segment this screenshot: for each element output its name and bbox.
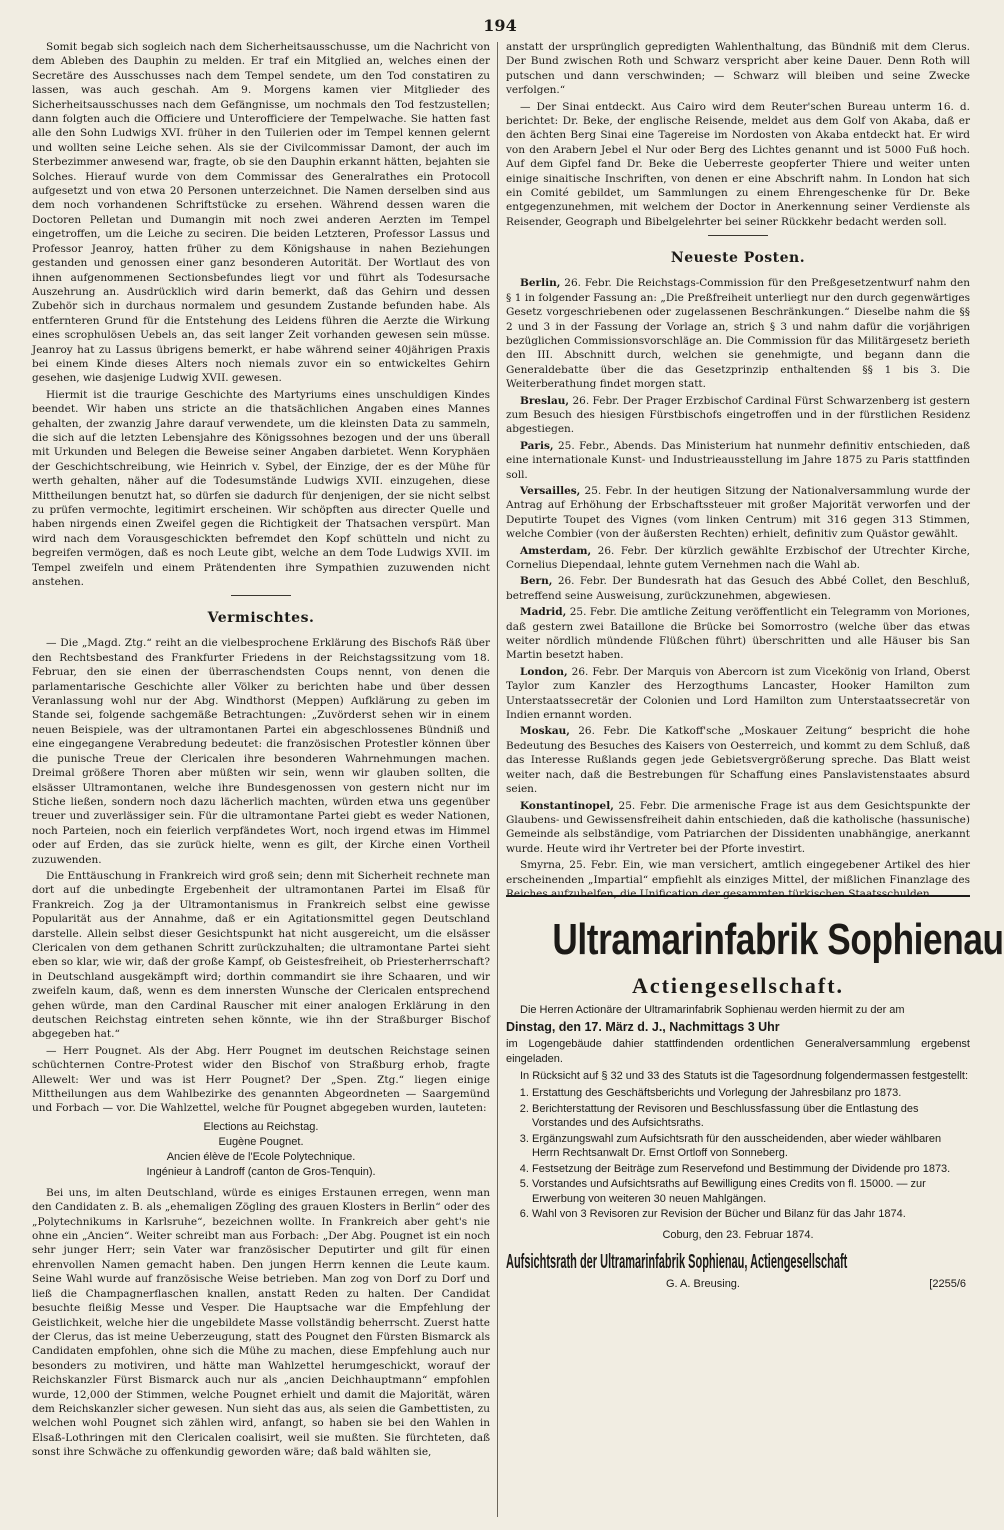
left-column: [32, 40, 490, 1520]
right-column: [506, 40, 971, 900]
ad-subtitle: Actiengesellschaft.: [631, 973, 845, 998]
ad-intro: Die Herren Actionäre der Ultramarinfabrik Sophienau werden hiermit zu der am: [520, 1004, 905, 1016]
news-place: Bern,: [520, 575, 553, 588]
section-rule: [231, 595, 291, 596]
advertisement: [506, 895, 1004, 1530]
article-paragraph: Somit begab sich sogleich nach dem Sicherheitsausschusse, um die Nachricht von dem Ableben des Dauphin zu melden. Er traf ein Mitglied an, welches einen der Secretäre des Ausschusses nach dem Tempel sendete, um den Tod constatiren zu lassen, was auch geschah. Am 9. Morgens kamen vier Mitglieder des Sicherheitsausschusses nach dem Gefängnisse, um nochmals den Tod festzustellen; dann folgten auch die Officiere und Unterofficiere der Tempelwache. Sie hatten fast alle den Sohn Ludwigs XVI. früher in den Tuilerien oder im Tempel kennen gelernt und wollten seine Leiche sehen. Als sie der Civilcommissar Damont, der auch im Sterbezimmer anwesend war, fragte, ob sie den Dauphin erkannt hätten, bejahten sie Solches. Hierauf wurde von dem Commissar des Generalrathes ein Protocoll aufgesetzt und von etwa 20 Personen unterzeichnet. Die Namen derselben sind aus dem noch vorhandenen Schriftstücke zu ersehen. Während dessen waren die Doctoren Pelletan und Dumangin mit noch zwei anderen Aerzten im Tempel eingetroffen, um die Leiche zu seciren. Die beiden Letzteren, Professor Lassus und Professor Jeanroy, hatten früher zu dem Königshause in nahen Beziehungen gestanden und genossen einer ganz besonderen Autorität. Der Wortlaut des von ihnen aufgenommenen Sectionsbefundes liegt vor und führt als Todesursache Auszehrung an. Ausdrücklich wird darin bemerkt, daß das Gehirn und dessen Zubehör sich in durchaus normalem und gesundem Zustande befunden habe. Als entfernteren Grund für die Entstehung des Leidens führen die Aerzte die Wirkung eines scrophulösen Uebels an, das seit langer Zeit vorhanden gewesen sein müsse. Jeanroy hat zu Lassus übrigens bemerkt, er habe während seiner 40jährigen Praxis bei einem Kinde dieses Alters noch niemals zuvor ein so entwickeltes Gehirn gesehen, wie dasjenige Ludwig XVII. gewesen.: [32, 41, 490, 385]
section-rule: [708, 235, 768, 236]
ad-signer: G. A. Breusing.: [666, 1277, 740, 1290]
news-place: London,: [520, 665, 568, 678]
ballot-line: Elections au Reichstag.: [203, 1120, 319, 1133]
agenda-item: 2. Berichterstattung der Revisoren und Beschlussfassung über die Entlastung des Vorstandes und des Aufsichtsraths.: [532, 1102, 970, 1131]
ad-date-line: Dinstag, den 17. März d. J., Nachmittags 3 Uhr: [506, 1020, 780, 1034]
ad-headline: Ultramarinfabrik Sophienau: [552, 915, 1004, 964]
news-item: Madrid, 25. Febr. Die amtliche Zeitung veröffentlicht ein Telegramm von Moriones, daß gestern zwei Bataillone die Brücke bei Somorrostro (welche über das etwas weiter nördlich mündende Flüßchen führt) überschritten und alle Häuser bis San Martin besetzt haben.: [506, 606, 971, 662]
ad-signature: [506, 1278, 970, 1290]
article-paragraph: Bei uns, im alten Deutschland, würde es einiges Erstaunen erregen, wenn man den Candidaten z. B. als „ehemaligen Zögling des grauen Klosters in Berlin“ oder des „Polytechnikums in Karlsruhe“, bezeichnen wollte. In Frankreich aber geht's nie ohne ein „Ancien“. Weiter schreibt man aus Forbach: „Der Abg. Pougnet ist ein noch sehr junger Herr; sein Vater war französischer Deputirter und gilt für einen ehrenvollen Namen gemacht haben. Den jungen Herrn kennen die Leute kaum. Seine Wahl wurde auf französische Weise betrieben. Man zog von Dorf zu Dorf und ließ die Champagnerflaschen knallen, anstatt Reden zu halten. Der Candidat besuchte fleißig Messe und Vesper. Die Hauptsache war die Empfehlung der Geistlichkeit, welche hier die ungebildete Masse vollständig beherrscht. Zuerst hatte der Clerus, das ist meine Ueberzeugung, statt des Pougnet den Fürsten Bismarck als Candidaten empfohlen, ohne sich die Mühe zu machen, diese Empfehlung auch nur besonders zu motiviren, und hätte man Wahlzettel herumgeschickt, worauf der Reichskanzler Fürst Bismarck auch nur als „ancien Deichhauptmann“ empfohlen wurde, 12,000 der Stimmen, welche Pougnet erhielt und damit die Majorität, wären dem Reichskanzler sicher gewesen. Nun sieht das aus, als seien die Gambettisten, zu welchen wohl Pougnet sich zählen wird, anfangt, so haben sie bei den Wahlen in Elsaß-Lothringen mit den Clericalen coalisirt, weil sie mußten. Sie fürchteten, daß sonst ihre Schwäche zu offenkundig geworden wäre; daß bald wählten sie,: [32, 1186, 490, 1459]
news-item: Bern, 26. Febr. Der Bundesrath hat das Gesuch des Abbé Collet, den Beschluß, betreffend seine Ausweisung, zurückzunehmen, abgewiesen.: [506, 575, 970, 602]
news-item: Amsterdam, 26. Febr. Der kürzlich gewählte Erzbischof der Utrechter Kirche, Cornelius Diependaal, lehnte gutem Vernehmen nach die Wahl ab.: [506, 544, 970, 571]
ballot-line: Eugène Pougnet.: [218, 1135, 304, 1148]
agenda-item: 6. Wahl von 3 Revisoren zur Revision der Bücher und Bilanz für das Jahr 1874.: [532, 1207, 970, 1222]
ballot-line: Ancien élève de l'Ecole Polytechnique.: [166, 1150, 356, 1163]
news-item: Berlin, 26. Febr. Die Reichstags-Commission für den Preßgesetzentwurf nahm den § 1 in folgender Fassung an: „Die Preßfreiheit unterliegt nur den durch gegenwärtiges Gesetz vorgeschriebenen oder zugelassenen Beschränkungen.“ Dieselbe nahm die §§ 2 und 3 in der Fassung der Vorlage an, strich § 3 und nahm dafür die vorjährigen bezüglichen Commissionsvorschläge an. Die Commission für das Militärgesetz berieth den III. Abschnitt durch, welchen sie genehmigte, und begann dann die Generaldebatte über die das Gesetzprinzip enthaltenden §§ 1 bis 3. Die Weiterberathung findet morgen statt.: [506, 277, 970, 391]
article-paragraph: — Der Sinai entdeckt. Aus Cairo wird dem Reuter'schen Bureau unterm 16. d. berichtet: Dr. Beke, der englische Reisende, meldet aus dem Golf von Akaba, daß er den ächten Berg Sinai eine Tagereise im Nordosten von Akaba entdeckt hat. Er wird von den Arabern Jebel el Nur oder Berg des Lichtes genannt und ist 5000 Fuß hoch. Auf dem Gipfel fand Dr. Beke die Ueberreste geopferter Thiere und weiter unten einige sinaitische Inschriften, von denen er eine Abschrift nahm. In London hat sich ein Comité gebildet, um Sammlungen zu einem Ehrengeschenke für Dr. Beke entgegenzunehmen, mit welchem der Doctor in Anerkennung seiner Verdienste als Reisender, Geograph und Bibelgelehrter bei seiner Rückkehr bedacht werden soll.: [506, 100, 970, 228]
ad-footer: Aufsichtsrath der Ultramarinfabrik Sophienau, Actiengesellschaft: [506, 1250, 848, 1273]
news-place: Madrid,: [520, 606, 567, 619]
page-number: 194: [483, 16, 517, 35]
news-item: Breslau, 26. Febr. Der Prager Erzbischof Cardinal Fürst Schwarzenberg ist gestern zum Besuch des hiesigen Fürstbischofs eingetroffen und in der fürstlichen Residenz abgestiegen.: [506, 394, 970, 436]
column-divider: [497, 42, 498, 1517]
news-place: Moskau,: [520, 725, 570, 738]
article-paragraph: anstatt der ursprünglich gepredigten Wahlenthaltung, das Bündniß mit dem Clerus. Der Bund zwischen Roth und Schwarz verspricht aber keine Dauer. Denn Roth will putschen und dann verschwinden; — Schwarz will bleiben und seine Zwecke verfolgen.“: [506, 41, 970, 97]
news-place: Amsterdam,: [520, 544, 592, 557]
ad-reference: [2255/6: [929, 1277, 966, 1290]
ad-agenda-list: [506, 1086, 970, 1222]
agenda-item: 5. Vorstandes und Aufsichtsraths auf Bewilligung eines Credits von fl. 15000. — zur Erwerbung von weiteren 30 neuen Mahlgängen.: [532, 1177, 970, 1206]
news-item: Moskau, 26. Febr. Die Katkoff'sche „Moskauer Zeitung“ bespricht die hohe Bedeutung des Besuches des Kaisers von Oesterreich, und kommt zu dem Schluß, daß das Interesse Rußlands gegen jede Gebietsvergrößerung spreche. Das Blatt weist weiter nach, daß die Bestrebungen für Schaffung eines Panslavistenstaates absurd seien.: [506, 725, 970, 796]
ad-agenda-intro: In Rücksicht auf § 32 und 33 des Statuts ist die Tagesordnung folgendermassen festgestellt:: [520, 1070, 969, 1082]
article-paragraph: Die Enttäuschung in Frankreich wird groß sein; denn mit Sicherheit rechnete man dort auf die unbedingte Ergebenheit der ultramontanen Partei im Elsaß für Frankreich. Zog ja der Ultramontanismus in Frankreich selbst eine gewisse Popularität aus der Annahme, daß er ein Agitationsmittel gegen Deutschland darstelle. Allein selbst dieser Gesichtspunkt hat nicht ausgereicht, um die elsässer Clericalen von dem gethanen Schritt zurückzuhalten; die ultramontane Partei sieht eben so klar, wie wir, daß der große Kampf, ob Geistesfreiheit, ob Priesterherrschaft? in Deutschland ausgekämpft wird; dorthin commandirt sie ihre Schaaren, und wir zweifeln kaum, daß, wenn es dem innersten Wunsche der Clericalen entsprechend gehen würde, man den Cardinal Rauscher mit einer analogen Erklärung in den deutschen Reichstag eintreten sehen könnte, wie ihn der Straßburger Bischof abgegeben hat.“: [32, 869, 490, 1041]
news-place: Breslau,: [520, 394, 570, 407]
news-item: Paris, 25. Febr., Abends. Das Ministerium hat nunmehr definitiv entschieden, daß eine internationale Kunst- und Industrieausstellung im Jahre 1875 zu Paris stattfinden soll.: [506, 439, 970, 481]
ad-place-date: Coburg, den 23. Februar 1874.: [662, 1228, 814, 1241]
article-paragraph: Hiermit ist die traurige Geschichte des Martyriums eines unschuldigen Kindes beendet. Wir haben uns stricte an die thatsächlichen Angaben eines Mannes gehalten, der zwanzig Jahre darauf verwendete, um die kleinsten Data zu sammeln, die sich auf die letzten Lebensjahre des Königssohnes bezogen und der uns überall mit Urkunden und Belegen die Beweise seiner Angaben darbietet. Wenn Koryphäen der Geschichtschreibung, wie Heinrich v. Sybel, der Einzige, der es der Mühe für werth gehalten, näher auf die Todesumstände Ludwigs XVII. einzugehen, diese Mittheilungen benutzt hat, so dürfen sie dadurch für denjenigen, der sie nicht selbst zu prüfen vermochte, legitimirt erscheinen. Wir schöpften aus directer Quelle und haben nirgends einen Zweifel gegen die Richtigkeit der Thatsachen verspürt. Man wird nach dem Vorausgeschickten befremdet den Kopf schütteln und nicht zu begreifen vermögen, daß es noch Leute gibt, welche an dem Tode Ludwigs XVII. im Tempel zweifeln und einem Prätendenten ihre Sympathien zuzuwenden nicht anstehen.: [32, 388, 490, 589]
news-place: Paris,: [520, 439, 554, 452]
news-item: Smyrna, 25. Febr. Ein, wie man versichert, amtlich eingegebener Artikel des hier erscheinenden „Impartial“ empfiehlt als einziges Mittel, der mißlichen Finanzlage des Reiches aufzuhelfen, die Unification der gesammten türkischen Staatsschulden.: [506, 859, 970, 900]
news-item: Konstantinopel, 25. Febr. Die armenische Frage ist aus dem Gesichtspunkte der Glaubens- und Gewissensfreiheit dahin entschieden, daß die katholische (hassunische) Gemeinde als selbständige, vom Patriarchen der Dissidenten unabhängige, anerkannt wurde. Heute wird ihr Vertreter bei der Pforte investirt.: [506, 799, 970, 855]
article-paragraph: — Die „Magd. Ztg.“ reiht an die vielbesprochene Erklärung des Bischofs Räß über den Rechtsbestand des Frankfurter Friedens in der Reichstagssitzung vom 18. Februar, den sie einen der überraschendsten Coups nennt, von denen die parlamentarische Geschichte aller Völker zu berichten habe und über dessen Veranlassung wohl nur der Abg. Windthorst (Meppen) Aufklärung zu geben im Stande sei, folgende sachgemäße Betrachtungen: „Zuvörderst sehen wir in einem neuen Beispiele, was der ultramontanen Partei ein abgeschlossenes Bündniß und eine eingegangene Verabredung bedeutet: die französischen Protestler können über die punische Treue der Clericalen ihre besonderen Wahrnehmungen machen. Dreimal größere Thoren aber müßten wir sein, wenn wir glauben sollten, die elsässer Ultramontanen, welche ihre Bundesgenossen von gestern nicht nur im Stiche ließen, sondern noch dazu lächerlich machten, würden etwa uns gegenüber treuer und zuverlässiger sein. Für die ultramontane Partei giebt es weder Nationen, noch Parteien, noch ein feierlich verpfändetes Wort, noch irgend etwas im Himmel oder auf Erden, das sie zurück hielte, wenn es gilt, der Kirche einen Vortheil zuzuwenden.: [32, 637, 490, 866]
news-place: Berlin,: [520, 277, 561, 290]
ad-invite: im Logengebäude dahier stattfindenden ordentlichen Generalversammlung ergebenst eingeladen.: [506, 1038, 970, 1065]
news-place: Konstantinopel,: [520, 799, 614, 812]
article-paragraph: — Herr Pougnet. Als der Abg. Herr Pougnet im deutschen Reichstage seinen schüchternen Contre-Protest wider den Bischof von Straßburg erhob, fragte Allewelt: Wer und was ist Herr Pougnet? Der „Spen. Ztg.“ liegen einige Mittheilungen aus dem Wahlbezirke des genannten Abgeordneten — Saargemünd und Forbach — vor. Die Wahlzettel, welche für Pougnet abgegeben wurden, lauteten:: [32, 1044, 490, 1115]
agenda-item: 4. Festsetzung der Beiträge zum Reservefond und Bestimmung der Dividende pro 1873.: [532, 1162, 970, 1177]
news-item: Versailles, 25. Febr. In der heutigen Sitzung der Nationalversammlung wurde der Antrag auf Erhöhung der Erbschaftssteuer mit großer Majorität verworfen und der Deputirte Toupet des Vignes (vom linken Centrum) mit 316 gegen 313 Stimmen, welche Combier (von der äußersten Rechten) erhielt, definitiv zum Quästor gewählt.: [506, 484, 970, 541]
news-item: London, 26. Febr. Der Marquis von Abercorn ist zum Vicekönig von Irland, Oberst Taylor zum Kanzler des Herzogthums Lancaster, Hooker Hamilton zum Unterstaatssecretär der Colonien und Lord Hamilton zum Unterstaatssecretär von Indien ernannt worden.: [506, 665, 970, 722]
ballot-line: Ingénieur à Landroff (canton de Gros-Tenquin).: [146, 1165, 376, 1178]
news-place: Versailles,: [520, 484, 581, 497]
agenda-item: 3. Ergänzungswahl zum Aufsichtsrath für den ausscheidenden, aber wieder wählbaren Herrn Rechtsanwalt Dr. Ernst Ortloff von Sonneberg.: [532, 1132, 970, 1161]
section-title-vermischtes: Vermischtes.: [207, 610, 315, 627]
ballot-block: [32, 1120, 490, 1180]
section-title-neueste-posten: Neueste Posten.: [670, 250, 806, 267]
agenda-item: 1. Erstattung des Geschäftsberichts und Vorlegung der Jahresbilanz pro 1873.: [532, 1086, 970, 1101]
